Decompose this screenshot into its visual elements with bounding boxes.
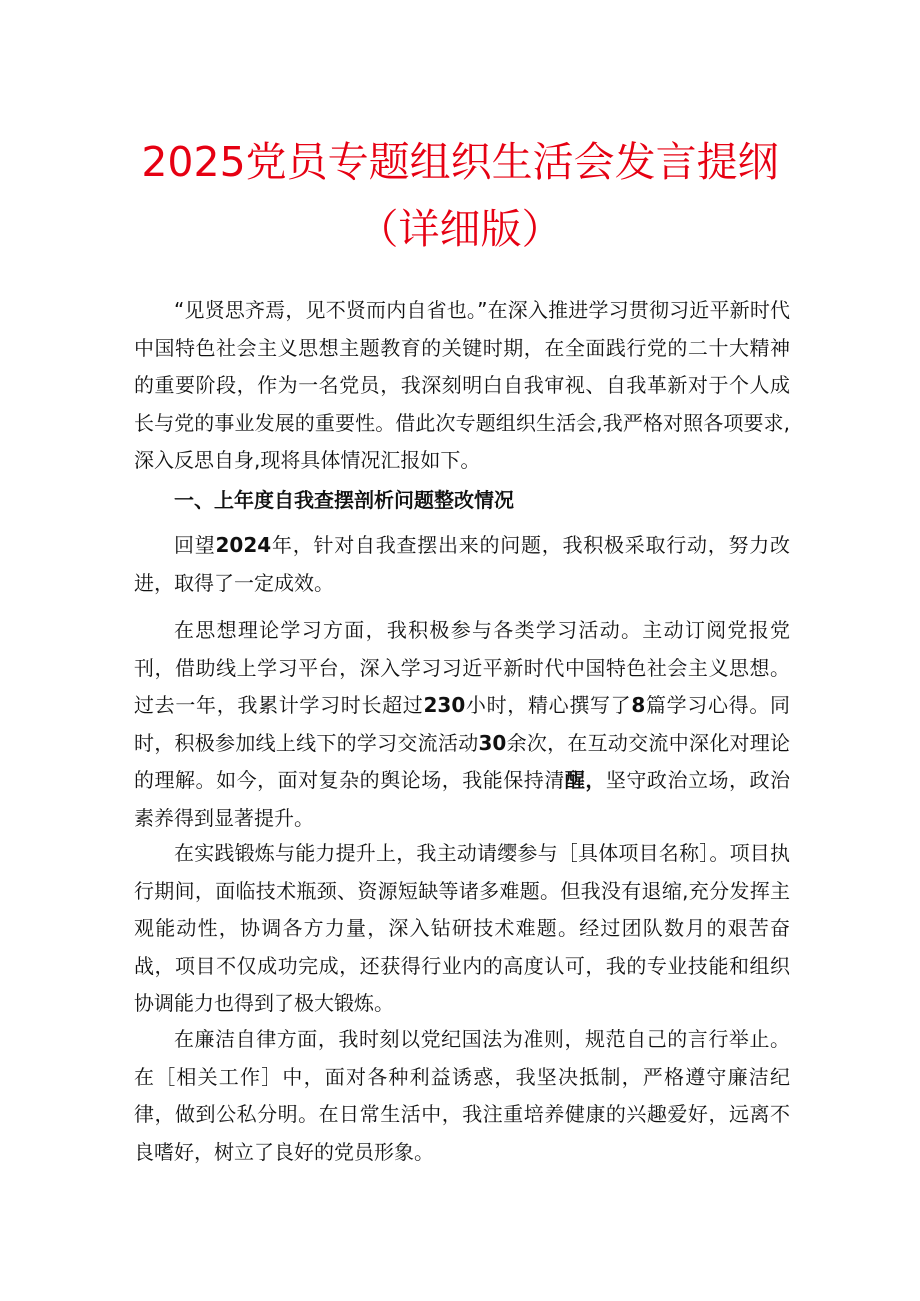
section-heading-1: 一、上年度自我查摆剖析问题整改情况 bbox=[174, 488, 514, 512]
document-title: 2025党员专题组织生活会发言提纲 bbox=[141, 138, 779, 186]
study-paragraph bbox=[134, 612, 790, 837]
document-subtitle: （详细版） bbox=[357, 205, 563, 253]
look-back-post: 年，针对自我查摆出来的问题，我积极采取行动，努力改进，取得了一定成效。 bbox=[134, 533, 791, 595]
practice-paragraph: 在实践锻炼与能力提升上，我主动请缨参与［具体项目名称］。项目执行期间，面临技术瓶颈、资源短缺等诸多难题。但我没有退缩,充分发挥主观能动性，协调各方力量，深入钻研技术难题。经过团队数月的艰苦奋战，项目不仅成功完成，还获得行业内的高度认可，我的专业技能和组织协调能力也得到了极大锻炼。 bbox=[134, 841, 790, 1015]
study-count: 8 bbox=[631, 693, 646, 717]
study-text-3: 篇学习心得。同时，积极参加线上线下的学习交流活动 bbox=[134, 693, 791, 755]
study-text-4: 余次，在互动交流中深化对理论的理解。如今，面对复杂的舆论场，我能保持清 bbox=[134, 730, 791, 792]
study-text-1: 在思想理论学习方面，我积极参与各类学习活动。主动订阅党报党刊，借助线上学习平台，深入学习习近平新时代中国特色社会主义思想。过去一年，我累计学习时长超过 bbox=[134, 618, 790, 717]
integrity-paragraph: 在廉洁自律方面，我时刻以党纪国法为准则，规范自己的言行举止。在［相关工作］中，面对各种利益诱惑，我坚决抵制，严格遵守廉洁纪律，做到公私分明。在日常生活中，我注重培养健康的兴趣爱好，远离不良嗜好，树立了良好的党员形象。 bbox=[134, 1027, 790, 1164]
intro-paragraph: “见贤思齐焉，见不贤而内自省也。”在深入推进学习贯彻习近平新时代中国特色社会主义思想主题教育的关键时期，在全面践行党的二十大精神的重要阶段，作为一名党员，我深刻明白自我审视、自我革新对于个人成长与党的事业发展的重要性。借此次专题组织生活会,我严格对照各项要求,深入反思自身,现将具体情况汇报如下。 bbox=[134, 298, 790, 472]
study-bold-word: 醒， bbox=[564, 768, 606, 792]
study-times: 30 bbox=[478, 730, 507, 755]
look-back-year: 2024 bbox=[215, 533, 272, 557]
look-back-pre: 回望 bbox=[174, 533, 216, 557]
study-text-2: 小时，精心撰写了 bbox=[465, 693, 632, 717]
study-hours: 230 bbox=[423, 693, 466, 717]
study-text-5: 坚守政治立场，政治素养得到显著提升。 bbox=[134, 768, 791, 830]
look-back-paragraph bbox=[134, 527, 790, 602]
